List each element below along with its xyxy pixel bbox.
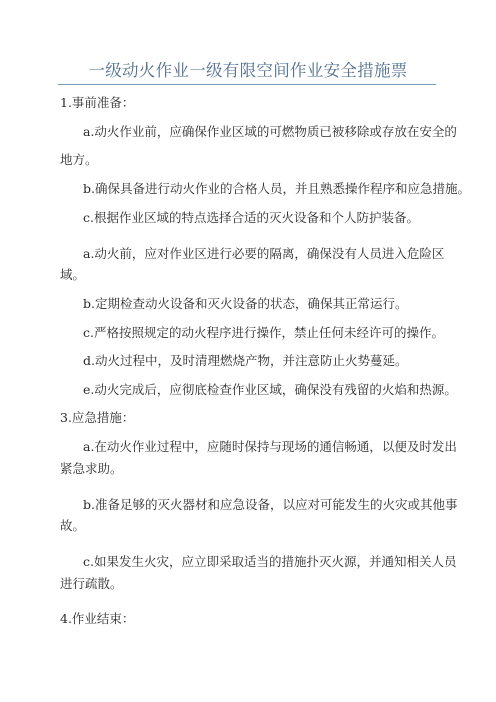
body-text-line: a.在动火作业过程中，应随时保持与现场的通信畅通，以便及时发出 xyxy=(83,439,457,454)
body-text-line: c.如果发生火灾，应立即采取适当的措施扑灭火源，并通知相关人员 xyxy=(83,554,457,569)
document-title: 一级动火作业一级有限空间作业安全措施票 xyxy=(88,61,408,80)
body-text-line: b.准备足够的灭火器材和应急设备，以应对可能发生的火灾或其他事 xyxy=(83,497,458,512)
body-text-line: e.动火完成后，应彻底检查作业区域，确保没有残留的火焰和热源。 xyxy=(83,382,457,397)
title-underline xyxy=(58,84,436,85)
section-heading: 4.作业结束： xyxy=(60,611,135,626)
body-text-line: 域。 xyxy=(60,267,86,282)
body-text-line: c.根据作业区域的特点选择合适的灭火设备和个人防护装备。 xyxy=(83,210,419,225)
body-text-line: d.动火过程中，及时清理燃烧产物，并注意防止火势蔓延。 xyxy=(83,353,408,368)
section-heading: 3.应急措施： xyxy=(60,410,135,425)
body-text-line: 故。 xyxy=(60,518,86,533)
body-text-line: 紧急求助。 xyxy=(60,461,123,476)
body-text-line: a.动火前，应对作业区进行必要的隔离，确保没有人员进入危险区 xyxy=(83,246,445,261)
body-text-line: b.定期检查动火设备和灭火设备的状态，确保其正常运行。 xyxy=(83,296,408,311)
body-text-line: c.严格按照规定的动火程序进行操作，禁止任何未经许可的操作。 xyxy=(83,325,444,340)
body-text-line: a.动火作业前，应确保作业区域的可燃物质已被移除或存放在安全的 xyxy=(83,124,457,139)
body-text-line: b.确保具备进行动火作业的合格人员，并且熟悉操作程序和应急措施。 xyxy=(83,181,470,196)
body-text-line: 地方。 xyxy=(60,152,98,167)
body-text-line: 进行疏散。 xyxy=(60,576,123,591)
section-heading: 1.事前准备： xyxy=(60,95,135,110)
